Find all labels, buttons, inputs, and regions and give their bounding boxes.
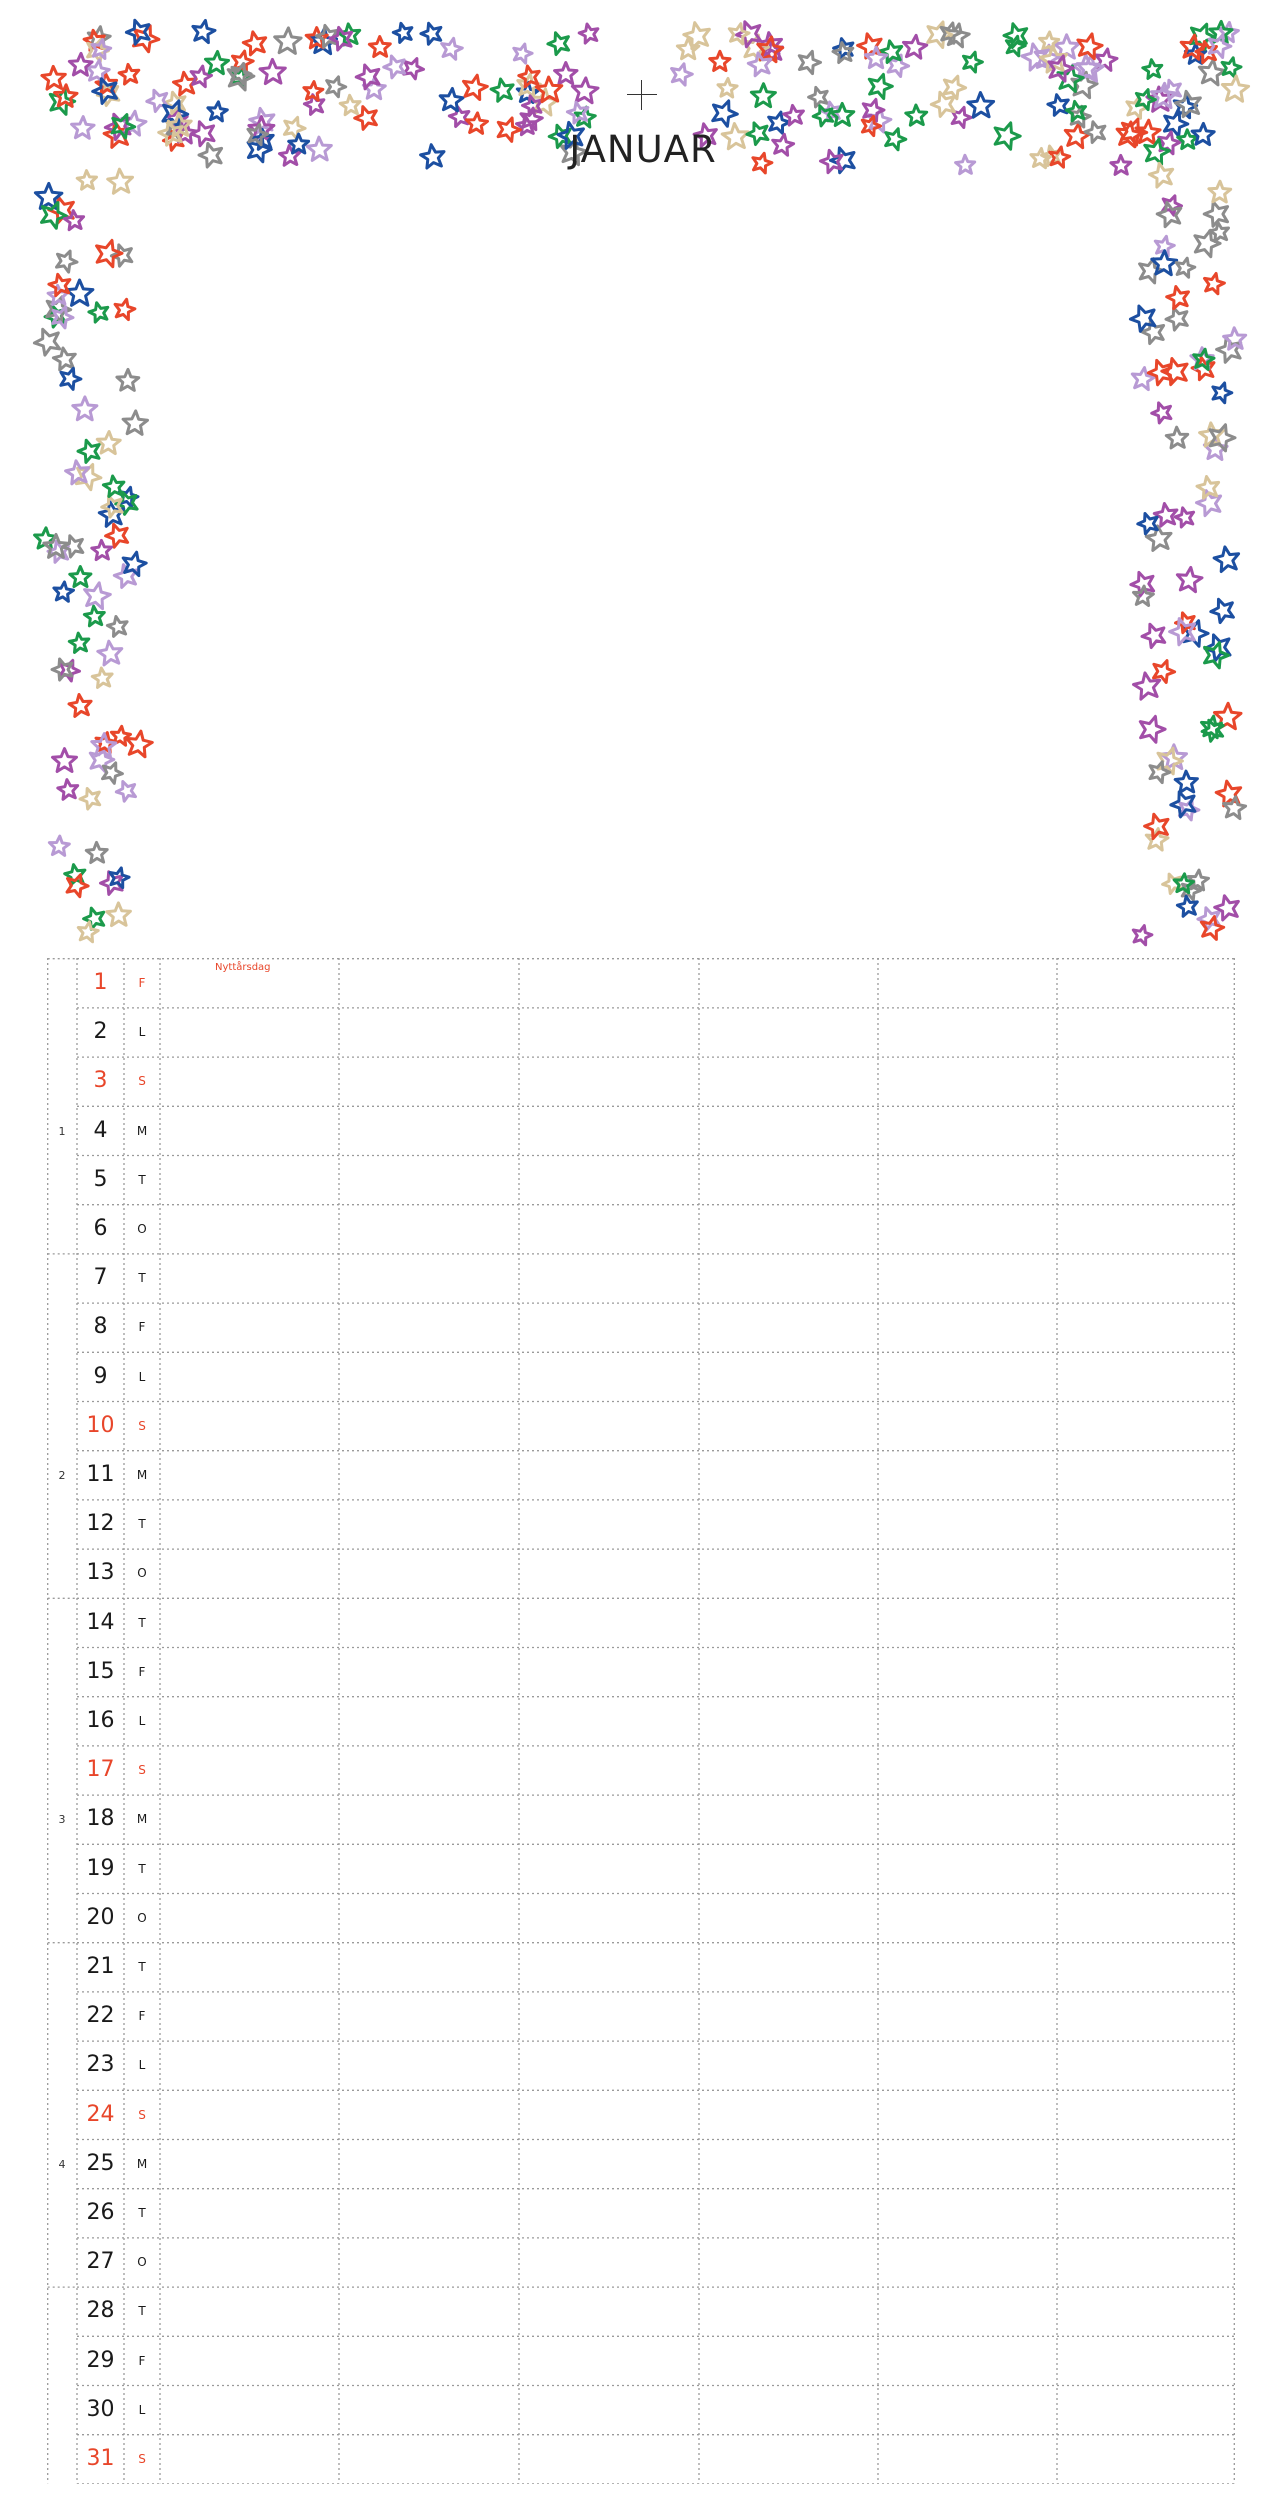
day-number: 4: [93, 1117, 108, 1143]
star-icon: [813, 106, 833, 126]
day-number: 11: [86, 1462, 115, 1487]
day-number: 9: [93, 1363, 108, 1389]
star-icon: [123, 411, 147, 435]
star-icon: [34, 329, 59, 355]
day-number: 12: [86, 1511, 115, 1537]
day-row: [47, 1647, 1235, 1696]
star-icon: [944, 76, 966, 99]
star-icon: [1149, 163, 1172, 187]
day-number: 16: [86, 1708, 115, 1733]
day-number: 27: [86, 2249, 115, 2275]
star-icon: [1205, 274, 1225, 294]
day-row: [47, 1352, 1235, 1401]
day-row: [47, 1056, 1235, 1105]
star-icon: [73, 397, 97, 420]
star-icon: [1148, 360, 1172, 384]
star-icon: [1152, 403, 1171, 423]
day-row: [47, 2286, 1235, 2335]
star-icon: [1222, 58, 1241, 77]
star-icon: [284, 117, 305, 138]
holiday-label: Nyttårsdag: [215, 962, 271, 973]
weekday-letter: T: [138, 1861, 146, 1876]
weekday-letter: S: [138, 1763, 146, 1778]
star-icon: [1166, 427, 1187, 448]
star-icon: [1211, 599, 1234, 622]
day-row: [47, 1499, 1235, 1548]
star-icon: [1152, 251, 1177, 275]
star-icon: [1111, 155, 1131, 174]
cross-icon: [627, 80, 657, 110]
day-number: 19: [86, 1855, 115, 1881]
star-icon: [718, 79, 737, 98]
star-icon: [466, 113, 487, 133]
star-icon: [1040, 32, 1059, 51]
weekday-letter: L: [138, 1025, 146, 1040]
star-icon: [243, 32, 265, 55]
day-row: [47, 1991, 1235, 2040]
day-row: [47, 1302, 1235, 1351]
star-icon: [199, 144, 222, 168]
weekday-letter: F: [138, 2009, 146, 2024]
calendar-grid: [47, 958, 1235, 2484]
weekday-letter: O: [137, 2255, 147, 2270]
day-row: [47, 958, 1235, 1007]
star-icon: [80, 789, 100, 810]
weekday-letter: T: [138, 1271, 146, 1286]
star-icon: [107, 903, 131, 926]
weekday-letter: F: [138, 976, 146, 990]
day-row: [47, 1007, 1235, 1056]
star-icon: [78, 440, 99, 462]
star-icon: [340, 95, 360, 114]
weekday-letter: L: [138, 2402, 146, 2417]
star-icon: [42, 66, 65, 89]
star-icon: [64, 211, 83, 230]
day-row: [47, 1106, 1235, 1155]
star-icon: [672, 64, 693, 85]
day-row: [47, 2090, 1235, 2139]
star-icon: [1085, 122, 1105, 143]
star-icon: [42, 203, 67, 229]
star-icon: [191, 66, 211, 87]
star-icon: [54, 582, 74, 601]
star-icon: [1177, 567, 1202, 591]
star-icon: [1201, 917, 1223, 940]
star-icon: [107, 617, 127, 637]
star-icon: [1048, 95, 1068, 116]
day-number: 31: [86, 2446, 115, 2471]
star-icon: [1166, 308, 1187, 330]
weekday-letter: S: [138, 2452, 146, 2466]
day-row: [47, 1942, 1235, 1991]
day-row: [47, 2188, 1235, 2237]
day-number: 24: [86, 2101, 115, 2127]
day-number: 5: [93, 1166, 108, 1192]
day-row: [47, 1745, 1235, 1794]
day-number: 1: [93, 970, 108, 995]
star-icon: [77, 171, 96, 190]
star-icon: [280, 146, 300, 166]
star-icon: [404, 59, 424, 79]
star-icon: [66, 280, 93, 305]
day-row: [47, 2434, 1235, 2483]
star-icon: [1138, 514, 1158, 534]
star-icon: [799, 51, 820, 73]
weekday-letter: F: [138, 2353, 146, 2368]
day-row: [47, 1155, 1235, 1204]
star-icon: [1209, 181, 1231, 202]
weekday-letter: M: [136, 1468, 148, 1482]
weekday-letter: F: [138, 1664, 146, 1679]
star-icon: [53, 348, 75, 370]
star-icon: [753, 153, 772, 173]
star-icon: [809, 87, 828, 107]
star-icon: [548, 33, 569, 55]
star-icon: [98, 641, 122, 665]
star-icon: [1213, 383, 1232, 403]
day-row: [47, 1844, 1235, 1893]
star-icon: [421, 23, 441, 44]
weekday-letter: S: [138, 1418, 146, 1433]
star-icon: [1204, 202, 1227, 227]
day-row: [47, 1893, 1235, 1942]
week-number: 4: [58, 2157, 66, 2171]
day-number: 15: [86, 1658, 115, 1684]
weekday-letter: F: [138, 1320, 146, 1335]
star-icon: [1130, 306, 1155, 331]
star-icon: [67, 875, 88, 897]
star-icon: [906, 105, 927, 125]
weekday-letter: T: [138, 1517, 146, 1532]
day-row: [47, 2139, 1235, 2188]
day-number: 20: [86, 1904, 115, 1930]
week-number: 3: [58, 1813, 66, 1827]
day-number: 23: [86, 2052, 115, 2078]
star-icon: [555, 63, 577, 84]
day-row: [47, 2385, 1235, 2434]
star-icon: [1143, 60, 1162, 79]
star-icon: [193, 20, 215, 42]
weekday-letter: L: [138, 1369, 146, 1384]
star-icon: [491, 79, 513, 101]
day-number: 7: [93, 1265, 108, 1291]
star-icon: [70, 567, 91, 587]
star-icon: [384, 56, 405, 78]
star-icon: [1175, 771, 1197, 792]
day-row: [47, 1598, 1235, 1647]
star-icon: [869, 74, 892, 98]
day-row: [47, 1204, 1235, 1253]
star-icon: [1142, 624, 1165, 647]
day-number: 10: [86, 1412, 115, 1438]
day-number: 13: [86, 1560, 115, 1586]
weekday-letter: O: [137, 1222, 147, 1236]
star-icon: [119, 64, 139, 84]
day-row: [47, 1794, 1235, 1843]
day-row: [47, 1401, 1235, 1450]
star-icon: [89, 303, 108, 322]
day-number: 2: [93, 1019, 108, 1045]
weekday-letter: T: [138, 2206, 146, 2220]
star-icon: [1176, 258, 1195, 277]
star-icon: [751, 84, 775, 107]
star-icon: [1154, 504, 1177, 527]
star-icon: [931, 92, 954, 116]
weekday-letter: M: [136, 2156, 148, 2171]
day-row: [47, 1450, 1235, 1499]
star-icon: [304, 82, 323, 101]
star-icon: [968, 93, 994, 118]
day-row: [47, 1548, 1235, 1597]
day-number: 3: [93, 1068, 108, 1094]
weekday-letter: M: [136, 1812, 148, 1827]
day-number: 25: [86, 2150, 115, 2176]
star-icon: [307, 137, 331, 160]
day-number: 6: [93, 1216, 108, 1241]
star-icon: [92, 540, 112, 559]
star-icon: [684, 23, 710, 49]
star-icon: [86, 842, 107, 862]
star-icon: [572, 78, 598, 103]
weekday-letter: T: [138, 1615, 146, 1630]
weekday-letter: M: [136, 1123, 148, 1138]
star-icon: [103, 763, 123, 784]
day-number: 22: [86, 2003, 115, 2029]
star-icon: [206, 52, 229, 74]
star-icon: [72, 117, 95, 139]
star-icon: [58, 780, 78, 800]
month-title: JANUAR: [569, 128, 717, 171]
star-icon: [57, 251, 78, 272]
star-icon: [108, 169, 133, 193]
star-icon: [356, 65, 379, 89]
star-icon: [275, 28, 301, 54]
day-number: 28: [86, 2298, 115, 2324]
weekday-letter: O: [137, 1910, 147, 1925]
star-icon: [1214, 547, 1239, 572]
star-icon: [449, 107, 469, 127]
day-number: 18: [86, 1806, 115, 1832]
day-number: 14: [86, 1609, 115, 1635]
star-icon: [1133, 926, 1152, 945]
day-number: 8: [93, 1314, 108, 1340]
star-icon: [53, 749, 77, 772]
star-icon: [964, 52, 983, 72]
star-icon: [1145, 139, 1170, 164]
star-icon: [69, 633, 89, 652]
star-icon: [1198, 908, 1220, 931]
star-icon: [1065, 123, 1089, 147]
star-icon: [260, 59, 285, 83]
day-row: [47, 1253, 1235, 1302]
star-icon: [421, 145, 444, 168]
star-icon: [61, 368, 81, 389]
day-row: [47, 2336, 1235, 2385]
weekday-letter: S: [138, 1074, 146, 1089]
day-row: [47, 2040, 1235, 2089]
day-row: [47, 1696, 1235, 1745]
star-icon: [464, 75, 488, 99]
star-icon: [1197, 477, 1219, 499]
star-icon: [208, 102, 227, 121]
star-icon: [49, 836, 69, 855]
week-number: 1: [58, 1124, 66, 1138]
weekday-letter: L: [138, 2058, 146, 2073]
star-icon: [677, 38, 699, 59]
weekday-letter: T: [138, 1960, 146, 1974]
star-icon: [579, 24, 598, 43]
day-number: 21: [86, 1954, 115, 1979]
star-icon: [369, 37, 390, 57]
star-icon: [747, 123, 768, 145]
weekday-letter: L: [138, 1714, 146, 1728]
star-icon: [116, 782, 135, 802]
day-number: 17: [86, 1757, 115, 1783]
star-icon: [66, 461, 89, 484]
star-icon: [773, 134, 794, 155]
day-number: 30: [86, 2396, 115, 2422]
star-icon: [123, 552, 146, 575]
star-icon: [1140, 716, 1165, 742]
star-icon: [514, 44, 532, 63]
star-icon: [355, 107, 377, 130]
star-icon: [115, 299, 135, 319]
day-row: [47, 2237, 1235, 2286]
star-icon: [1224, 797, 1246, 819]
star-icon: [498, 118, 520, 141]
star-icon: [1127, 97, 1148, 118]
weekday-letter: O: [137, 1566, 147, 1581]
star-icon: [327, 77, 346, 97]
star-icon: [97, 432, 120, 454]
weekday-letter: T: [138, 1172, 146, 1187]
star-icon: [1224, 328, 1246, 349]
star-icon: [92, 668, 112, 688]
star-icon: [393, 23, 412, 42]
weekday-letter: S: [138, 2107, 146, 2122]
star-icon: [289, 134, 309, 153]
star-icon: [117, 369, 139, 390]
star-icon: [442, 38, 463, 59]
star-icon: [103, 476, 124, 496]
star-icon: [1192, 123, 1214, 144]
day-number: 29: [86, 2347, 115, 2373]
star-icon: [710, 51, 730, 70]
weekday-letter: T: [138, 2304, 146, 2319]
week-number: 2: [58, 1469, 66, 1482]
star-icon: [1222, 76, 1248, 101]
star-icon: [886, 129, 906, 150]
star-icon: [106, 524, 128, 547]
star-icon: [1167, 287, 1189, 309]
star-icon: [995, 123, 1020, 149]
star-icon: [904, 35, 927, 58]
star-icon: [956, 155, 975, 173]
star-icon: [69, 695, 91, 717]
day-number: 26: [86, 2200, 115, 2225]
star-icon: [1096, 49, 1117, 70]
